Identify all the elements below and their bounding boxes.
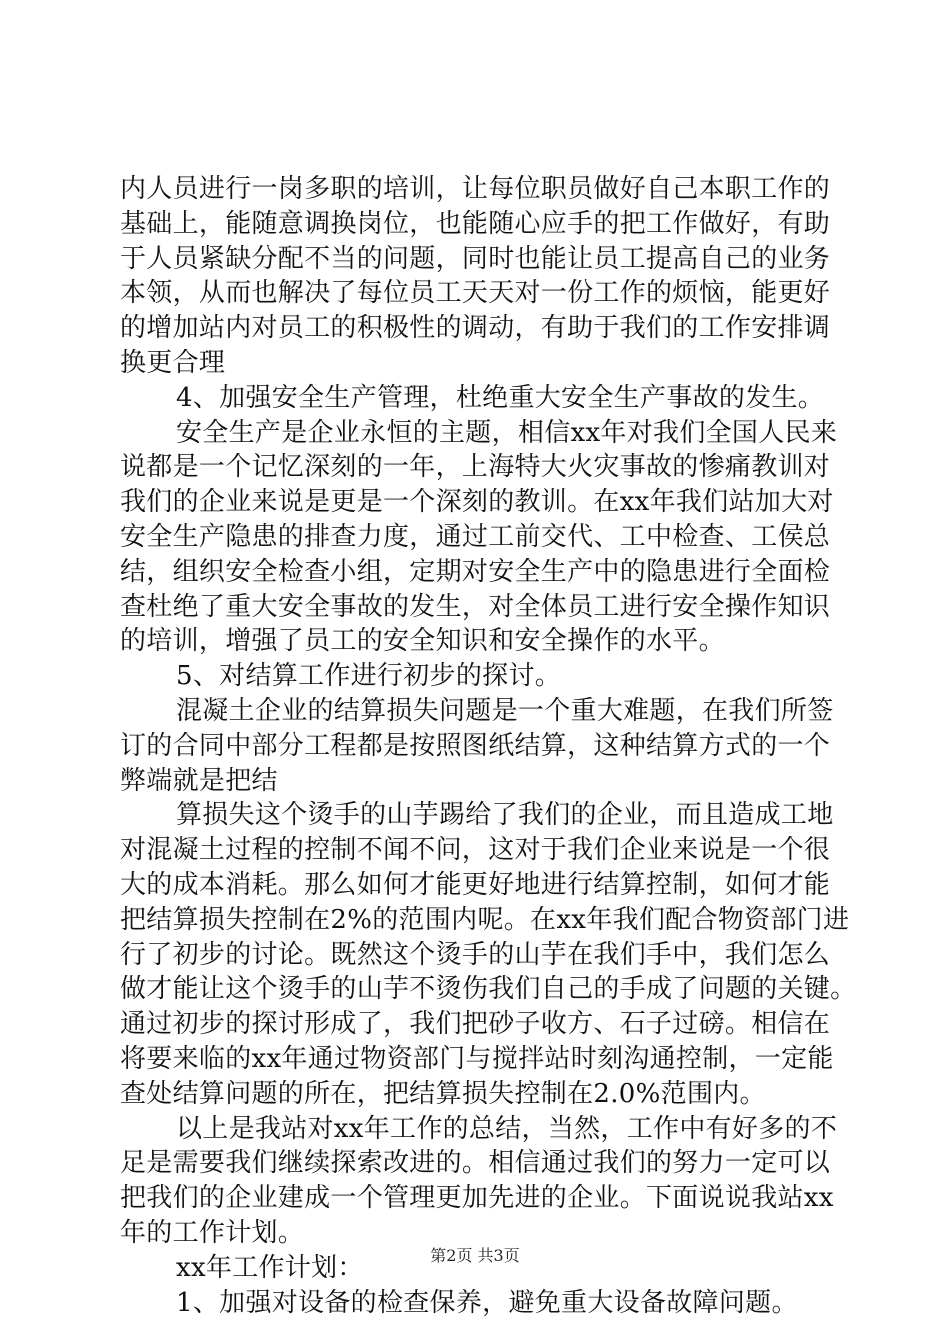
text-line: 查处结算问题的所在，把结算损失控制在2.0%范围内。 xyxy=(120,1078,766,1109)
text-line: 的增加站内对员工的积极性的调动，有助于我们的工作安排调 xyxy=(120,313,831,344)
text-line: 弊端就是把结 xyxy=(120,765,278,796)
text-line: 通过初步的探讨形成了，我们把砂子收方、石子过磅。相信在 xyxy=(120,1009,831,1040)
text-line: 大的成本消耗。那么如何才能更好地进行结算控制，如何才能 xyxy=(120,869,831,900)
text-line: 于人员紧缺分配不当的问题，同时也能让员工提高自己的业务 xyxy=(120,243,831,274)
document-body xyxy=(120,172,857,1320)
text-line: 结，组织安全检查小组，定期对安全生产中的隐患进行全面检 xyxy=(120,556,831,587)
text-line: 算损失这个烫手的山芋踢给了我们的企业，而且造成工地 xyxy=(176,800,834,831)
text-line: 足是需要我们继续探索改进的。相信通过我们的努力一定可以 xyxy=(120,1148,831,1179)
text-line: 5、对结算工作进行初步的探讨。 xyxy=(176,661,562,692)
page-footer: 第2页 共3页 xyxy=(430,1246,520,1265)
text-line: 把我们的企业建成一个管理更加先进的企业。下面说说我站xx xyxy=(120,1183,834,1214)
text-line: 说都是一个记忆深刻的一年，上海特大火灾事故的惨痛教训对 xyxy=(120,452,831,483)
text-line: 安全生产隐患的排查力度，通过工前交代、工中检查、工侯总 xyxy=(120,521,831,552)
text-line: 的培训，增强了员工的安全知识和安全操作的水平。 xyxy=(120,626,725,657)
text-line: 订的合同中部分工程都是按照图纸结算，这种结算方式的一个 xyxy=(120,730,831,761)
text-line: 4、加强安全生产管理，杜绝重大安全生产事故的发生。 xyxy=(176,382,825,413)
text-line: 换更合理 xyxy=(120,347,226,378)
text-line: 基础上，能随意调换岗位，也能随心应手的把工作做好，有助 xyxy=(120,208,831,239)
text-line: 内人员进行一岗多职的培训，让每位职员做好自己本职工作的 xyxy=(120,174,831,204)
text-line: 行了初步的讨论。既然这个烫手的山芋在我们手中，我们怎么 xyxy=(120,939,831,970)
text-line: 把结算损失控制在2%的范围内呢。在xx年我们配合物资部门进 xyxy=(120,904,850,935)
text-line: 查杜绝了重大安全事故的发生，对全体员工进行安全操作知识 xyxy=(120,591,831,622)
text-line: 混凝土企业的结算损失问题是一个重大难题，在我们所签 xyxy=(176,695,834,726)
text-line: xx年工作计划： xyxy=(176,1252,364,1283)
text-line: 1、加强对设备的检查保养，避免重大设备故障问题。 xyxy=(176,1287,798,1318)
text-line: 做才能让这个烫手的山芋不烫伤我们自己的手成了问题的关键。 xyxy=(120,974,857,1005)
text-line: 本领，从而也解决了每位员工天天对一份工作的烦恼，能更好 xyxy=(120,278,831,309)
text-line: 以上是我站对xx年工作的总结，当然，工作中有好多的不 xyxy=(176,1113,838,1144)
text-line: 对混凝土过程的控制不闻不问，这对于我们企业来说是一个很 xyxy=(120,835,831,866)
text-line: 将要来临的xx年通过物资部门与搅拌站时刻沟通控制，一定能 xyxy=(120,1043,834,1074)
text-line: 我们的企业来说是更是一个深刻的教训。在xx年我们站加大对 xyxy=(120,487,834,518)
text-line: 安全生产是企业永恒的主题，相信xx年对我们全国人民来 xyxy=(176,417,838,448)
text-line: 年的工作计划。 xyxy=(120,1217,305,1248)
